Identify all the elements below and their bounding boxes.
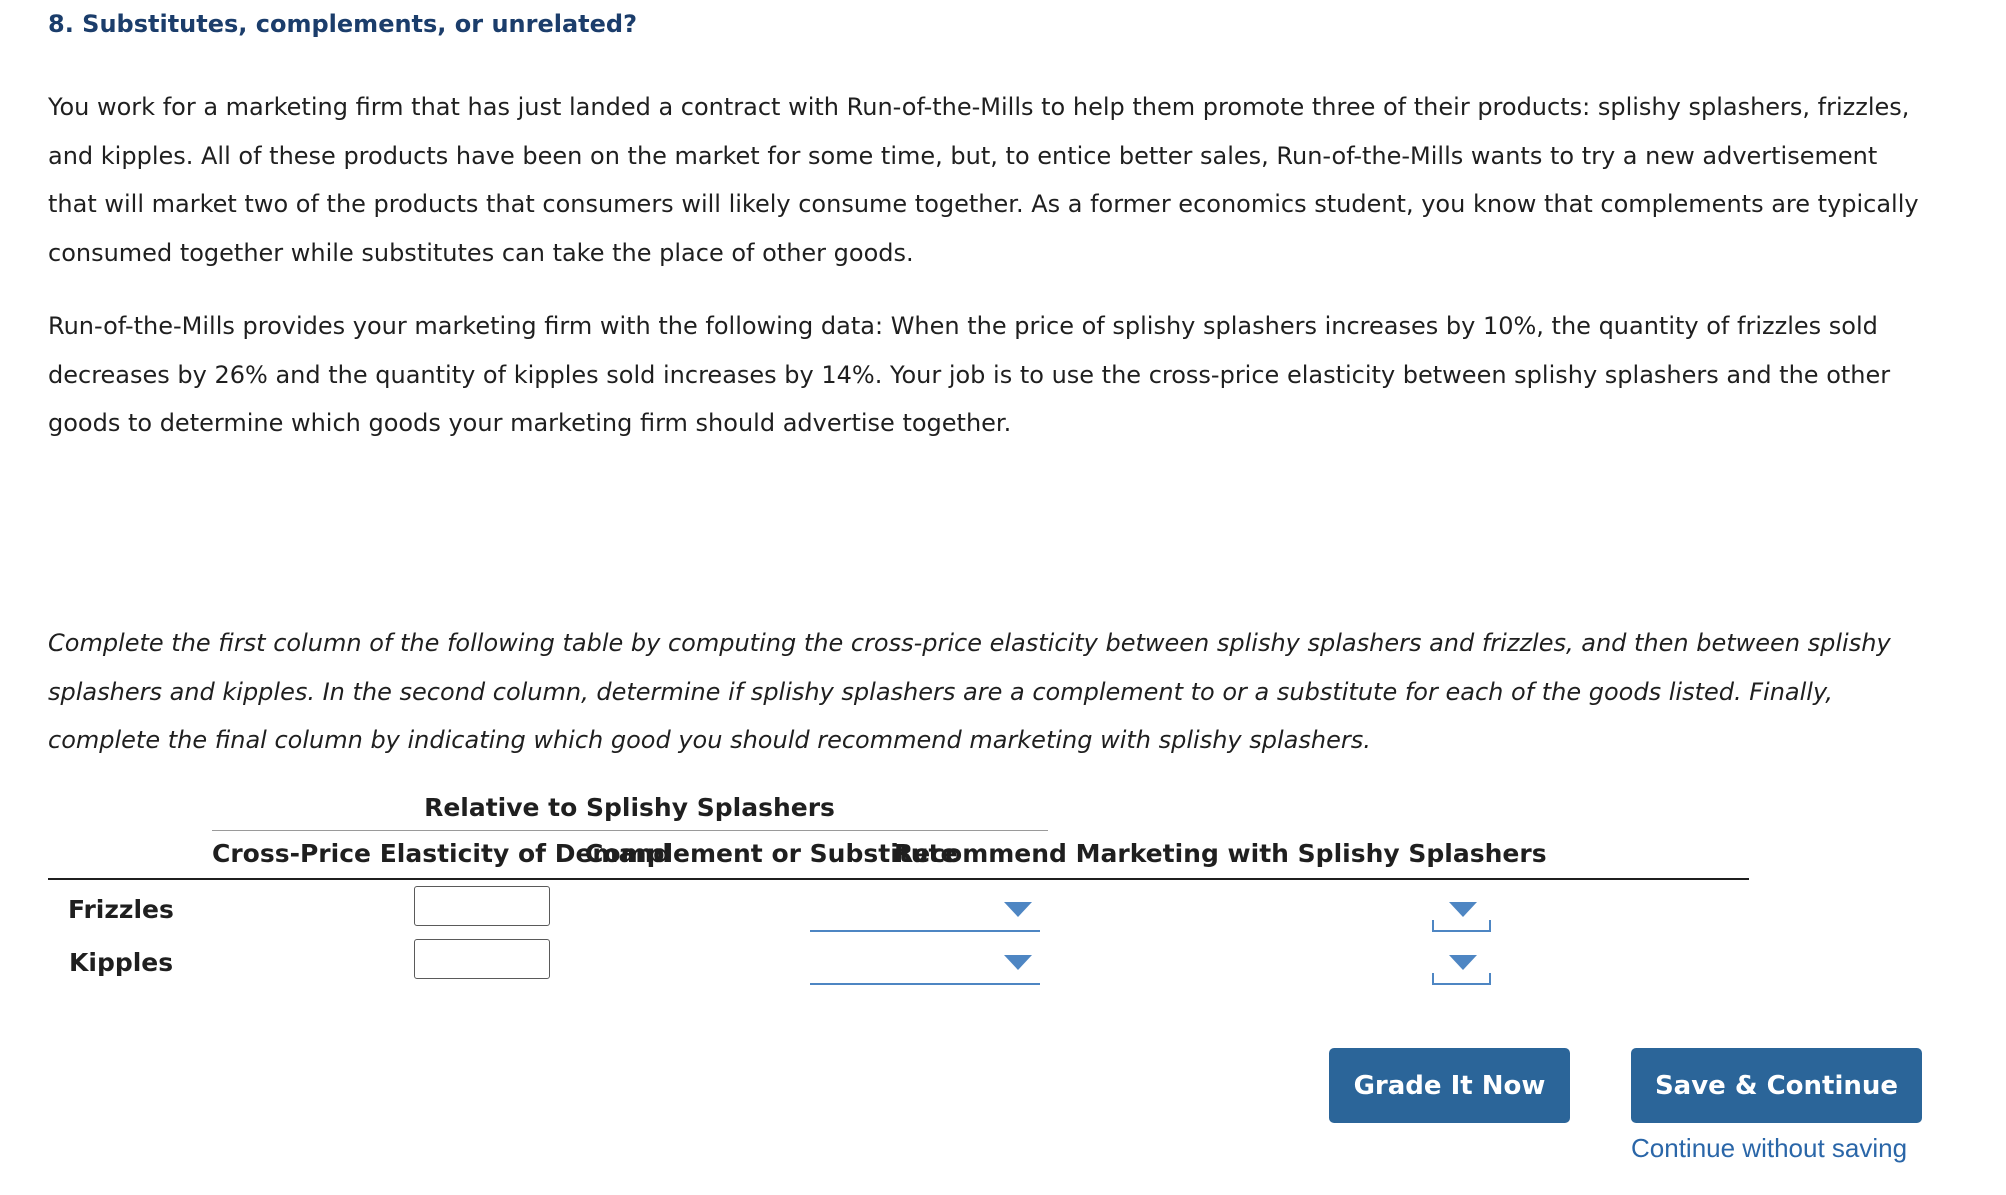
question-title: 8. Substitutes, complements, or unrelated?	[48, 10, 638, 38]
intro-paragraph: You work for a marketing firm that has just landed a contract with Run-of-the-Mills to help them promote three of their products: splishy splashers, frizzles, and kipples. All of these products have been on the market for some time, but, to entice better sales, Run-of-the-Mills wants to try a new advertisement that will market two of the products that consumers will likely consume together. As a former economics student, you know that complements are typically consumed together while substitutes can take the place of other goods.	[48, 93, 1919, 267]
dropdown-edge	[1489, 973, 1491, 983]
answer-table	[48, 790, 1748, 990]
row-label: Kipples	[69, 948, 174, 977]
relation-dropdown-kipples[interactable]	[810, 945, 1040, 985]
column-header-recommend: Recommend Marketing with Splishy Splashers	[894, 839, 1547, 868]
dropdown-edge	[1489, 920, 1491, 930]
relation-dropdown-frizzles[interactable]	[810, 892, 1040, 932]
elasticity-input-kipples[interactable]	[414, 939, 550, 979]
caret-down-icon	[1449, 902, 1477, 917]
caret-down-icon	[1004, 955, 1032, 970]
recommend-dropdown-frizzles[interactable]	[1432, 892, 1491, 932]
save-and-continue-button[interactable]: Save & Continue	[1631, 1048, 1922, 1123]
grade-it-now-button[interactable]: Grade It Now	[1329, 1048, 1570, 1123]
table-row-frizzles	[48, 886, 1748, 936]
data-paragraph: Run-of-the-Mills provides your marketing firm with the following data: When the price of splishy splashers increases by 10%, the quantity of frizzles sold decreases by 26% and the quantity of kipples sold increases by 14%. Your job is to use the cross-price elasticity between splishy splashers and the other goods to determine which goods your marketing firm should advertise together.	[48, 312, 1891, 437]
group-header-divider	[212, 830, 1048, 831]
instructions-paragraph: Complete the first column of the following table by computing the cross-price elasticity between splishy splashers and frizzles, and then between splishy splashers and kipples. In the second column, determine if splishy splashers are a complement to or a substitute for each of the goods listed. Finally, complete the final column by indicating which good you should recommend marketing with splishy splashers.	[48, 629, 1891, 754]
caret-down-icon	[1449, 955, 1477, 970]
column-header-relation: Complement or Substitute	[585, 839, 958, 868]
header-divider	[48, 878, 1749, 880]
group-header: Relative to Splishy Splashers	[424, 793, 835, 822]
row-label: Frizzles	[68, 895, 174, 924]
caret-down-icon	[1004, 902, 1032, 917]
dropdown-edge	[1432, 920, 1434, 930]
column-header-elasticity: Cross-Price Elasticity of Demand	[212, 839, 672, 868]
elasticity-input-frizzles[interactable]	[414, 886, 550, 926]
recommend-dropdown-kipples[interactable]	[1432, 945, 1491, 985]
table-row-kipples	[48, 939, 1748, 989]
continue-without-saving-link[interactable]: Continue without saving	[1631, 1133, 1908, 1163]
dropdown-edge	[1432, 973, 1434, 983]
